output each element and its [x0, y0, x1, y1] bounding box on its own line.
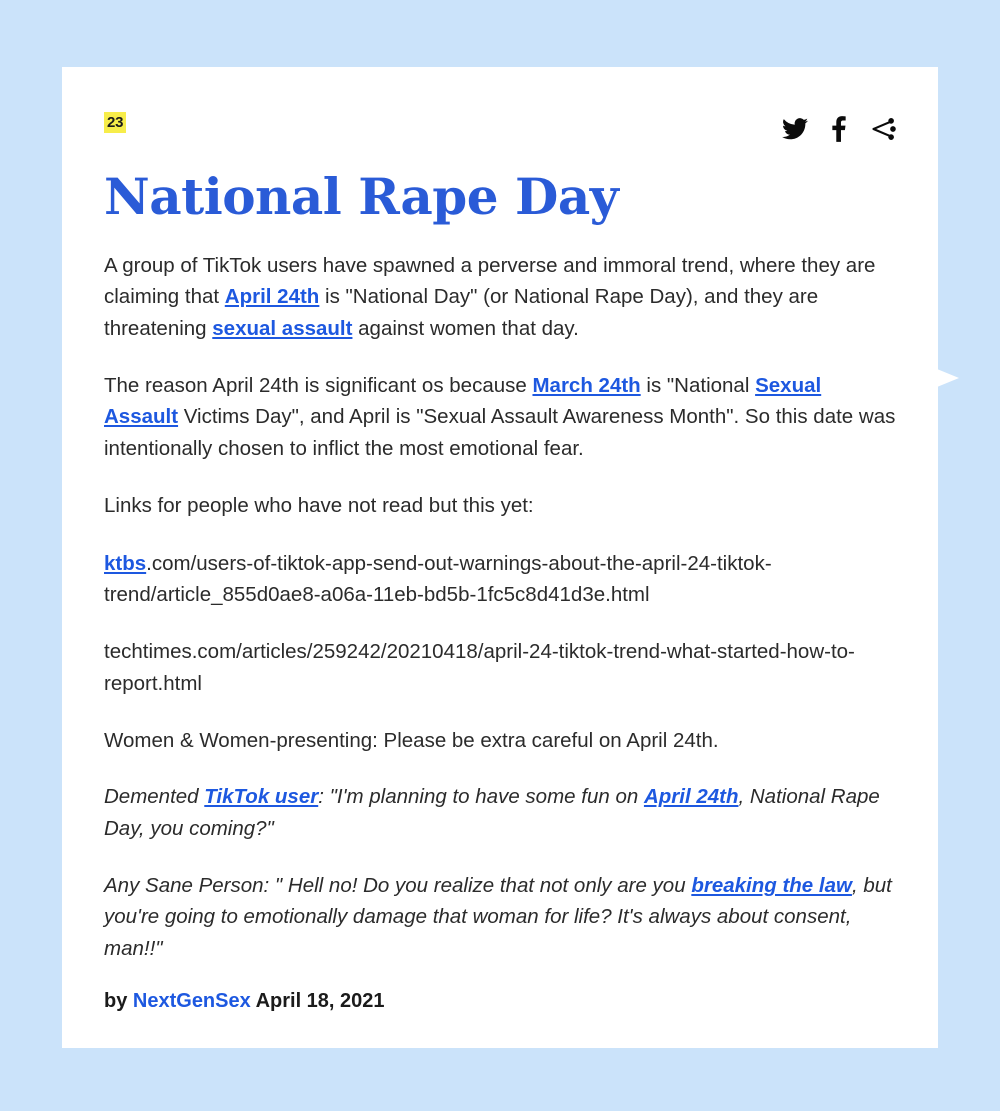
link-april-24th[interactable]: April 24th	[224, 285, 320, 309]
text-segment: .com/users-of-tiktok-app-send-out-warnings-about-the-april-24-tiktok-trend/article_855d0ae8-a06a-11eb-bd5b-1fc5c8d41d3e.html	[104, 551, 772, 606]
paragraph-5-url-techtimes: techtimes.com/articles/259242/20210418/april-24-tiktok-trend-what-started-how-to-report.html	[104, 640, 855, 695]
text-segment: : "I'm planning to have some fun on	[318, 785, 644, 809]
link-breaking-the-law[interactable]: breaking the law	[691, 874, 852, 898]
byline-date: April 18, 2021	[250, 990, 385, 1013]
text-segment: , National Rape Day, you coming?"	[104, 785, 880, 840]
author-link[interactable]: NextGenSex	[132, 990, 251, 1013]
paragraph-1	[104, 250, 896, 344]
text-segment: Victims Day", and April is "Sexual Assault Awareness Month". So this date was intentionally chosen to inflict the most emotional fear.	[104, 405, 896, 460]
text-segment: is "National	[640, 374, 756, 398]
link-april-24th-2[interactable]: April 24th	[643, 785, 739, 809]
paragraph-4-url-ktbs	[104, 548, 896, 611]
page-title: National Rape Day	[104, 167, 619, 226]
text-segment: Demented	[104, 785, 205, 809]
paragraph-8-quote-sane-person	[104, 870, 896, 964]
text-segment: against women that day.	[352, 316, 579, 340]
text-segment: Any Sane Person: " Hell no! Do you realize that not only are you	[104, 874, 692, 898]
twitter-icon[interactable]	[782, 118, 808, 140]
paragraph-3: Links for people who have not read but this yet:	[104, 494, 534, 518]
text-segment: The reason April 24th is significant os because	[104, 374, 533, 398]
link-tiktok-user[interactable]: TikTok user	[204, 785, 319, 809]
link-sexual-assault[interactable]: sexual assault	[212, 316, 353, 340]
link-sexual-assault-2[interactable]: Sexual Assault	[104, 374, 822, 429]
text-segment: A group of TikTok users have spawned a perverse and immoral trend, where they are claiming that	[104, 254, 876, 309]
paragraph-7-quote-tiktok-user	[104, 781, 896, 844]
vote-count-badge: 23	[104, 112, 126, 133]
card-content	[104, 112, 896, 1013]
definition-text	[104, 250, 896, 964]
paragraph-6-warning: Women & Women-presenting: Please be extra careful on April 24th.	[104, 728, 719, 752]
paragraph-2	[104, 370, 896, 464]
link-ktbs[interactable]: ktbs	[104, 551, 147, 575]
byline	[104, 990, 896, 1013]
definition-card	[62, 67, 938, 1048]
text-segment: , but you're going to emotionally damage that woman for life? It's always about consent, man!!"	[104, 874, 892, 960]
card-header	[104, 112, 896, 158]
byline-prefix: by	[104, 990, 133, 1013]
text-segment: is "National Day" (or National Rape Day), and they are threatening	[104, 285, 819, 340]
facebook-icon[interactable]	[832, 116, 846, 142]
card-edge-notch	[937, 369, 959, 387]
link-march-24th[interactable]: March 24th	[532, 374, 641, 398]
social-share-group	[782, 116, 896, 142]
share-icon[interactable]	[870, 117, 896, 141]
